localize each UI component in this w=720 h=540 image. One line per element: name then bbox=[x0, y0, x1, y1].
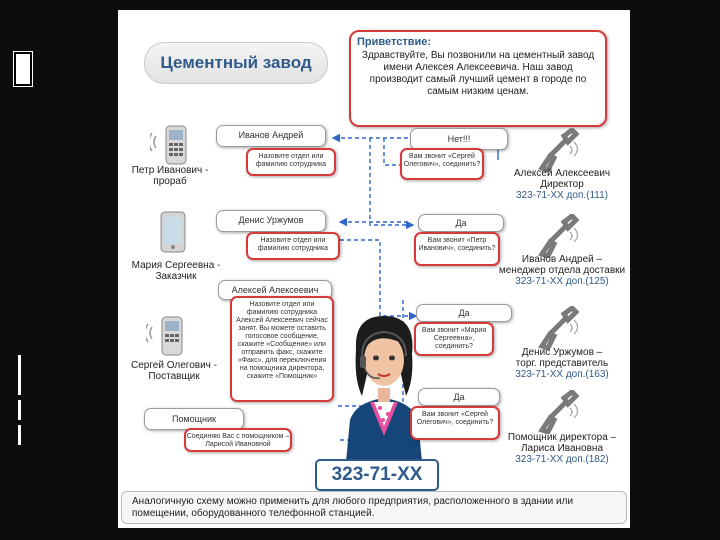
employee-title: Директор bbox=[540, 179, 584, 190]
caller-request: Иванов Андрей bbox=[238, 130, 304, 140]
caller-request: Алексей Алексеевич bbox=[231, 285, 319, 295]
employee-card bbox=[496, 432, 628, 465]
prompt-text: Назовите отдел или фамилию сотрудника bbox=[246, 301, 318, 316]
answer-bubble bbox=[410, 128, 508, 150]
employee-name: Алексей Алексеевич bbox=[513, 168, 611, 179]
slide-decoration-bar bbox=[18, 425, 21, 445]
caller-request-bubble bbox=[216, 210, 326, 232]
employee-title: менеджер отдела доставки bbox=[498, 265, 626, 276]
employee-name: Помощник директора – bbox=[507, 432, 617, 443]
employee-extension: 323-71-XX доп.(163) bbox=[515, 369, 609, 380]
slide-decoration-bar bbox=[18, 400, 21, 420]
answer-bubble bbox=[416, 304, 512, 322]
prompt-text: Назовите отдел или фамилию сотрудника bbox=[255, 153, 327, 168]
caller-role: прораб bbox=[153, 176, 187, 187]
caller-card bbox=[122, 165, 218, 187]
employee-card bbox=[498, 347, 626, 380]
note-bubble bbox=[414, 322, 494, 356]
caller-request: Денис Уржумов bbox=[238, 215, 304, 225]
flow-arrow bbox=[340, 240, 416, 316]
prompt-bubble bbox=[246, 148, 336, 176]
caller-role: Заказчик bbox=[155, 271, 197, 282]
greeting-heading: Приветствие: bbox=[357, 36, 432, 48]
footer-note: Аналогичную схему можно применить для любого предприятия, расположенного в здании или помещении, оборудованного телефонной станцией. bbox=[121, 491, 627, 524]
employee-card bbox=[498, 168, 626, 201]
employee-extension: 323-71-XX доп.(182) bbox=[515, 454, 609, 465]
caller-name: Мария Сергеевна - bbox=[131, 260, 221, 271]
employee-extension: 323-71-XX доп.(125) bbox=[515, 276, 609, 287]
employee-name: Денис Уржумов – bbox=[521, 347, 603, 358]
caller-name: Петр Иванович - bbox=[131, 165, 209, 176]
prompt-bubble bbox=[230, 296, 334, 402]
employee-title: Лариса Ивановна bbox=[520, 443, 604, 454]
note-text: Вам звонит «Мария Сергеевна», соединить? bbox=[421, 327, 487, 350]
note-text: Вам звонит «Сергей Олегович», соединить? bbox=[416, 411, 494, 426]
greeting-text: Здравствуйте, Вы позвонили на цементный завод имени Алексея Алексеевича. Наш завод производит самый лучший цемент в городе по самым низким ценам. bbox=[361, 50, 595, 97]
phone-icon bbox=[146, 313, 186, 364]
caller-role: Поставщик bbox=[148, 371, 200, 382]
page-title: Цементный завод bbox=[144, 42, 328, 84]
connect-text: Соединяю Вас с помощником – Ларисой Ивановной bbox=[186, 433, 290, 448]
employee-extension: 323-71-XX доп.(111) bbox=[515, 190, 609, 201]
prompt-text: Назовите отдел или фамилию сотрудника bbox=[257, 237, 329, 252]
employee-name: Иванов Андрей – bbox=[521, 254, 603, 265]
smartphone-icon bbox=[158, 210, 188, 259]
prompt-bubble bbox=[246, 232, 340, 260]
answer-text: Да bbox=[453, 392, 465, 402]
caller-name: Сергей Олегович - bbox=[131, 360, 217, 371]
answer-text: Да bbox=[458, 308, 470, 318]
caller-card bbox=[124, 260, 228, 282]
answer-text: Да bbox=[455, 218, 467, 228]
caller-card bbox=[122, 360, 226, 382]
slide-decoration-square bbox=[14, 52, 32, 86]
busy-message: Алексей Алексеевич сейчас занят. Вы можете оставить голосовое сообщение, скажите «Сообщение» или отправить факс, скажите «Факс», для переключения на помощника директора, скажите «Помощник» bbox=[236, 317, 328, 380]
diagram-slide bbox=[118, 10, 630, 528]
main-phone-number: 323-71-XX bbox=[315, 459, 439, 491]
answer-bubble bbox=[418, 388, 500, 406]
note-bubble bbox=[414, 232, 500, 266]
employee-card bbox=[498, 254, 626, 287]
answer-text: Нет!!! bbox=[447, 134, 471, 144]
note-text: Вам звонит «Сергей Олегович», соединить? bbox=[403, 153, 481, 168]
note-bubble bbox=[410, 406, 500, 440]
connect-bubble bbox=[184, 428, 292, 452]
note-text: Вам звонит «Петр Иванович», соединить? bbox=[418, 237, 496, 252]
answer-bubble bbox=[418, 214, 504, 232]
employee-title: торг. представитель bbox=[515, 358, 609, 369]
slide-decoration-bar bbox=[18, 355, 21, 395]
caller-request-bubble bbox=[216, 125, 326, 147]
caller-request-bubble bbox=[144, 408, 244, 430]
greeting-bubble bbox=[349, 30, 607, 127]
note-bubble bbox=[400, 148, 484, 180]
caller-request: Помощник bbox=[171, 414, 216, 424]
